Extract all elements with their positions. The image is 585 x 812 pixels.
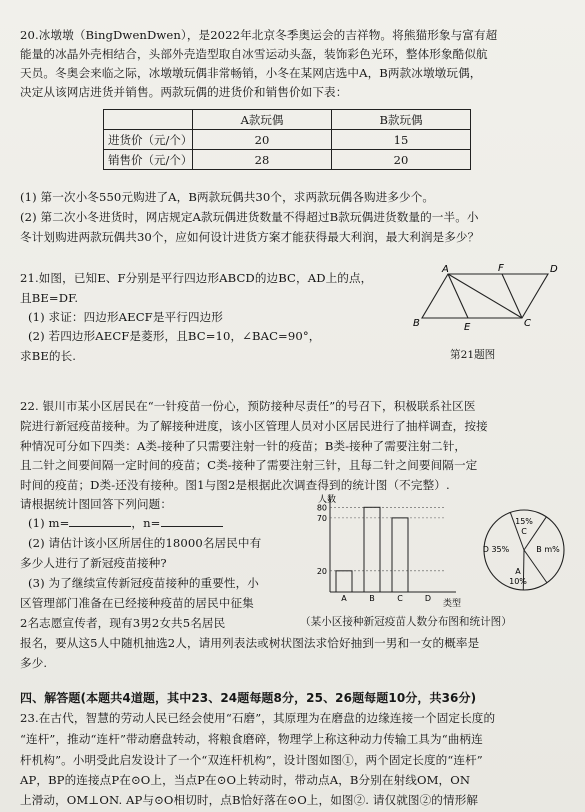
fig-label-c: C	[524, 318, 531, 329]
bar-C	[392, 518, 408, 592]
blank-n	[161, 515, 223, 527]
q20-sub2-line-1: (2) 第二次小冬进货时，网店规定A款玩偶进货数量不得超过B款玩偶进货数量的一半。小	[20, 210, 479, 224]
bar-B	[364, 507, 380, 592]
x-tick-label: B	[369, 594, 375, 603]
q20-line-2: 能量的冰晶外壳相结合，头部外壳造型取自冰雪运动头盔，装饰彩色光环，整体形象酷似航	[20, 47, 488, 61]
q22-sub3-line-2: 区管理部门准备在已经接种疫苗的居民中征集	[20, 596, 254, 610]
price-table	[103, 109, 471, 170]
pie-divider	[524, 550, 547, 583]
fig-label-e: E	[464, 322, 471, 333]
table-row	[104, 130, 471, 150]
fig-label-b: B	[413, 318, 420, 329]
q23-line-2: “连杆”，推动“连杆”带动磨盘转动，将粮食磨碎，物理学上称这种动力传输工具为“曲柄连	[20, 732, 483, 746]
q21-line-5: 求BE的长.	[20, 349, 77, 363]
x-tick-label: A	[341, 594, 347, 603]
q20-sub2-line-2: 冬计划购进两款玩偶共30个，应如何设计进货方案才能获得最大利润，最大利润是多少？	[20, 230, 480, 244]
table-cell: 15	[332, 130, 471, 150]
q22-sub1-m-label: (1) m=	[28, 516, 70, 530]
q22-sub3-line-4: 报名，要从这5人中随机抽选2人，请用列表法或树状图法求恰好抽到一男和一女的概率是	[20, 636, 480, 650]
q22-sub3-line-1: (3) 为了继续宣传新冠疫苗接种的重要性，小	[28, 576, 259, 590]
q21-sub2: (2) 若四边形AECF是菱形，且BC=10，∠BAC=90°，	[28, 329, 321, 343]
q20-line-4: 决定从该网店进货并销售。两款玩偶的进货价和销售价如下表：	[20, 85, 348, 99]
section-4-heading: 四、解答题(本题共4道题，其中23、24题每题8分，25、26题每题10分，共36分)	[20, 691, 477, 705]
pie-slice-value: 15%	[515, 517, 533, 526]
q22-sub1-n-label: ，n=	[131, 516, 161, 530]
pie-slice-label: C	[521, 527, 527, 536]
q20-line-3: 天员。冬奥会来临之际，冰墩墩玩偶非常畅销，小冬在某网店选中A，B两款冰墩墩玩偶，	[20, 66, 482, 80]
table-header-cell: B款玩偶	[332, 110, 471, 130]
pie-chart	[478, 500, 574, 600]
table-cell: 20	[193, 130, 332, 150]
q22-line-2: 院进行新冠疫苗接种。为了解接种进度，该小区管理人员对小区居民进行了抽样调查，按接	[20, 419, 488, 433]
q22-sub2-line-2: 多少人进行了新冠疫苗接种?	[20, 556, 167, 570]
q23-line-4: AP，BP的连接点P在⊙O上，当点P在⊙O上转动时，带动点A，B分别在射线OM，ON	[20, 773, 471, 787]
q21-line-1: 21.如图，已知E、F分别是平行四边形ABCD的边BC，AD上的点，	[20, 271, 373, 285]
q23-line-1: 23.在古代，智慧的劳动人民已经会使用“石磨”，其原理为在磨盘的边缘连接一个固定长度的	[20, 711, 496, 725]
bar-A	[336, 571, 352, 592]
bar-y-axis-label: 人数	[318, 495, 337, 505]
q21-caption: 第21题图	[450, 349, 496, 361]
pie-slice-value: 10%	[509, 577, 527, 586]
table-header-row	[104, 110, 471, 130]
y-tick-label: 80	[316, 503, 327, 513]
table-cell: 进货价（元/个）	[104, 130, 193, 150]
x-tick-label: C	[397, 594, 403, 603]
q22-line-6: 请根据统计图回答下列问题：	[20, 497, 173, 511]
pie-slice-label: D 35%	[482, 545, 510, 554]
segment-fc	[502, 274, 522, 318]
y-tick-label: 70	[316, 513, 327, 523]
table-cell: 20	[332, 150, 471, 170]
q22-line-3: 种情况可分如下四类：A类-接种了只需要注射一针的疫苗；B类-接种了需要注射二针，	[20, 439, 467, 453]
x-tick-label: D	[424, 594, 432, 603]
q20-line-1: 20.冰墩墩（BingDwenDwen），是2022年北京冬季奥运会的吉祥物。将熊猫形象与富有超	[20, 28, 498, 42]
pie-slice-label: A	[515, 567, 521, 576]
q21-sub1: (1) 求证：四边形AECF是平行四边形	[28, 310, 223, 324]
q20-sub1: (1) 第一次小冬550元购进了A，B两款玩偶共30个，求两款玩偶各购进多少个。	[20, 190, 435, 204]
y-tick-label: 20	[316, 566, 327, 576]
q21-figure	[410, 260, 570, 342]
q22-line-1: 22. 银川市某小区居民在“一针疫苗一份心，预防接种尽责任”的号召下，积极联系社区医	[20, 399, 476, 413]
segment-ae	[448, 274, 468, 318]
q22-caption: （某小区接种新冠疫苗人数分布图和统计图）	[300, 616, 512, 628]
q23-line-5: 上滑动，OM⊥ON. AP与⊙O相切时，点B恰好落在⊙O上，如图②. 请仅就图②的情形解	[20, 793, 479, 807]
table-header-cell: A款玩偶	[193, 110, 332, 130]
fig-label-d: D	[550, 264, 558, 275]
q22-sub1	[28, 515, 223, 531]
q23-line-3: 杆机构”。小明受此启发设计了一个“双连杆机构”，设计图如图①，两个固定长度的“连杆”	[20, 753, 483, 767]
q22-line-4: 且二针之间要间隔一定时间的疫苗；C类-接种了需要注射三针，且每二针之间要间隔一定	[20, 458, 478, 472]
table-cell: 销售价（元/个）	[104, 150, 193, 170]
fig-label-f: F	[498, 263, 504, 274]
q21-line-2: 且BE=DF.	[20, 291, 79, 305]
q22-sub3-line-5: 多少.	[20, 656, 48, 670]
q22-line-5: 时间的疫苗；D类-还没有接种。图1与图2是根据此次调查得到的统计图（不完整）.	[20, 478, 450, 492]
q22-sub3-line-3: 2名志愿宣传者，现有3男2女共5名居民	[20, 616, 226, 630]
table-header-cell	[104, 110, 193, 130]
table-row	[104, 150, 471, 170]
fig-label-a: A	[442, 264, 449, 275]
q22-sub2-line-1: (2) 请估计该小区所居住的18000名居民中有	[28, 536, 262, 550]
pie-slice-label: B m%	[536, 545, 560, 554]
blank-m	[69, 515, 131, 527]
table-cell: 28	[193, 150, 332, 170]
diagonal-ac	[448, 274, 522, 318]
bar-chart	[296, 492, 466, 610]
bar-x-axis-label: 类型	[443, 599, 462, 609]
